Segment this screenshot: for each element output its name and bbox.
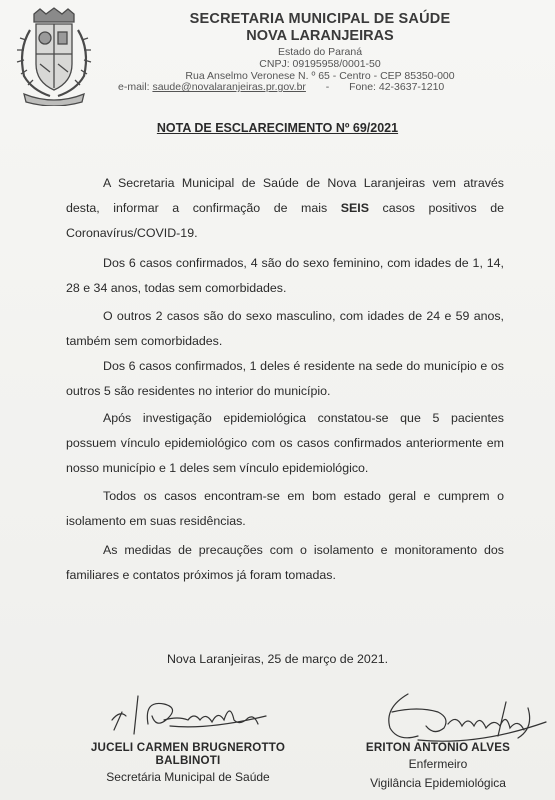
- signatory-2-role: Enfermeiro: [408, 757, 468, 771]
- paragraph-3: [66, 304, 504, 354]
- paragraph-5-text: Após investigação epidemiológica constatou-se que 5 pacientes possuem vínculo epidemiológico com os casos confirmados anteriormente em nosso município e 1 deles sem vínculo epidemiológico.: [66, 411, 504, 475]
- signature-1-scribble: [108, 690, 278, 740]
- document-title-text: NOTA DE ESCLARECIMENTO Nº 69/2021: [156, 121, 399, 135]
- signature-block-nurse: [338, 741, 538, 792]
- signatory-2-department: Vigilância Epidemiológica: [370, 776, 506, 790]
- email-link[interactable]: saude@novalaranjeiras.pr.gov.br: [152, 81, 306, 93]
- paragraph-1-text-b: casos positivos de Coronavírus/COVID-19.: [66, 201, 504, 240]
- email-label: e-mail:: [118, 81, 150, 93]
- header-municipality-title: NOVA LARANJEIRAS: [246, 28, 394, 44]
- header-contact-line: [118, 81, 444, 93]
- signatory-1-name: JUCELI CARMEN BRUGNEROTTO BALBINOTI: [90, 741, 286, 767]
- paragraph-2-text: Dos 6 casos confirmados, 4 são do sexo feminino, com idades de 1, 14, 28 e 34 anos, todas sem comorbidades.: [66, 256, 504, 295]
- paragraph-2: [66, 251, 504, 301]
- document-date: Nova Laranjeiras, 25 de março de 2021.: [166, 652, 389, 666]
- municipal-crest-logo: [10, 6, 98, 106]
- paragraph-1: [66, 171, 504, 246]
- header-secretaria-title: SECRETARIA MUNICIPAL DE SAÚDE: [189, 11, 451, 27]
- paragraph-7: [66, 538, 504, 588]
- paragraph-5: [66, 406, 504, 481]
- phone-number: Fone: 42-3637-1210: [349, 81, 445, 93]
- contact-separator: -: [325, 81, 330, 93]
- paragraph-1-bold-count: SEIS: [340, 201, 370, 215]
- signature-block-secretary: [58, 741, 318, 786]
- header-address: Rua Anselmo Veronese N. º 65 - Centro - CEP 85350-000: [185, 70, 455, 82]
- signatory-1-role: Secretária Municipal de Saúde: [106, 770, 270, 784]
- paragraph-4-text: Dos 6 casos confirmados, 1 deles é residente na sede do município e os outros 5 são residentes no interior do município.: [66, 359, 504, 398]
- paragraph-7-text: As medidas de precauções com o isolamento e monitoramento dos familiares e contatos próximos já foram tomadas.: [66, 543, 504, 582]
- paragraph-1-text-a: A Secretaria Municipal de Saúde de Nova Laranjeiras vem através desta, informar a confirmação de mais: [66, 176, 504, 215]
- signature-2-scribble: [378, 688, 553, 748]
- header-cnpj: CNPJ: 09195958/0001-50: [259, 58, 381, 70]
- signatory-2-name: ERITON ANTONIO ALVES: [365, 741, 511, 754]
- document-title: [0, 121, 555, 135]
- header-state: Estado do Paraná: [277, 46, 363, 58]
- paragraph-6: [66, 484, 504, 534]
- paragraph-3-text: O outros 2 casos são do sexo masculino, com idades de 24 e 59 anos, também sem comorbidades.: [66, 309, 504, 348]
- paragraph-4: [66, 354, 504, 404]
- paragraph-6-text: Todos os casos encontram-se em bom estado geral e cumprem o isolamento em suas residências.: [66, 489, 504, 528]
